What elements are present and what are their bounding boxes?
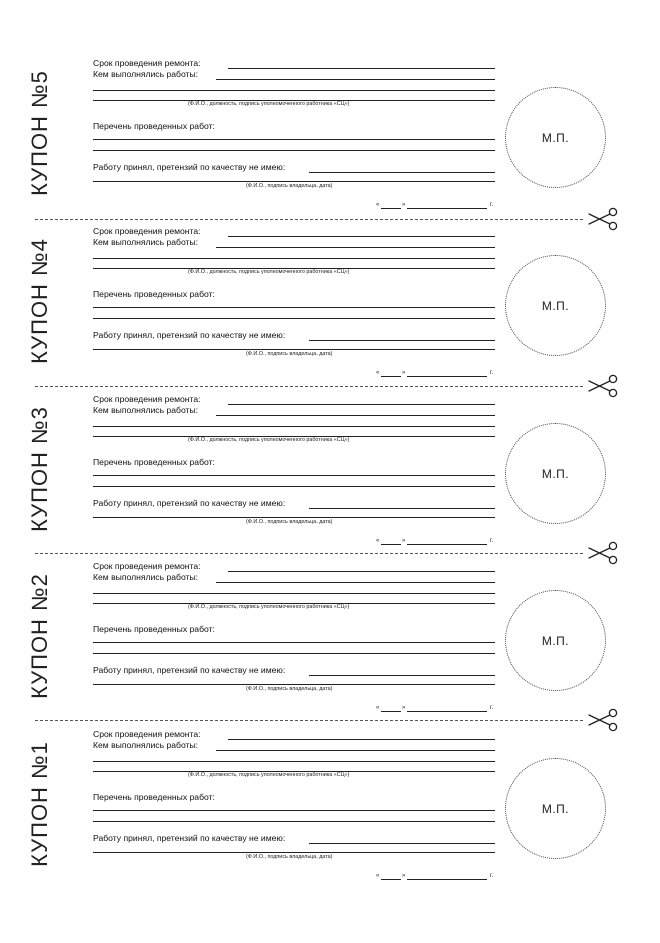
performer-hint: (Ф.И.О., должность, подпись уполномоченного работника «СЦ») (188, 437, 350, 443)
works-list-label: Перечень проведенных работ: (93, 121, 215, 131)
stamp-label: М.П. (541, 130, 570, 145)
performer-hint: (Ф.И.О., должность, подпись уполномоченного работника «СЦ») (188, 772, 350, 778)
year-suffix: г. (490, 370, 494, 376)
performed-by-field[interactable] (216, 247, 495, 248)
works-list-label: Перечень проведенных работ: (93, 457, 215, 467)
repair-period-field[interactable] (228, 404, 495, 405)
coupon-title-text: КУПОН №3 (27, 405, 52, 532)
owner-hint: (Ф.И.О., подпись владельца, дата) (246, 183, 333, 189)
performed-by-field-line-2[interactable] (93, 593, 495, 594)
cut-line (35, 553, 583, 554)
accepted-label: Работу принял, претензий по качеству не имею: (93, 833, 286, 843)
date-quote-open: « (376, 705, 380, 711)
coupon-1 (0, 0, 660, 208)
date-quote-close: » (402, 538, 406, 544)
date-month-field[interactable] (407, 879, 487, 880)
accepted-label: Работу принял, претензий по качеству не имею: (93, 330, 286, 340)
works-list-field-line-1[interactable] (93, 139, 495, 140)
stamp-label: М.П. (541, 298, 570, 313)
accepted-label: Работу принял, претензий по качеству не имею: (93, 665, 286, 675)
date-quote-open: « (376, 873, 380, 879)
stamp-label: М.П. (541, 801, 570, 816)
performed-by-field[interactable] (216, 79, 495, 80)
coupon-title-text: КУПОН №2 (27, 572, 52, 699)
performed-by-field[interactable] (216, 415, 495, 416)
works-list-field-line-1[interactable] (93, 307, 495, 308)
coupon-title-text: КУПОН №4 (27, 237, 52, 364)
coupon-title-text: КУПОН №1 (27, 740, 52, 867)
works-list-field-line-1[interactable] (93, 810, 495, 811)
repair-period-field[interactable] (228, 236, 495, 237)
owner-hint: (Ф.И.О., подпись владельца, дата) (246, 351, 333, 357)
works-list-field-line-2[interactable] (93, 318, 495, 319)
performed-by-label: Кем выполнялись работы: (93, 405, 199, 415)
works-list-field-line-1[interactable] (93, 475, 495, 476)
cut-line (35, 219, 583, 220)
stamp-circle (505, 758, 606, 859)
performed-by-label: Кем выполнялись работы: (93, 69, 199, 79)
repair-period-label: Срок проведения ремонта: (93, 394, 201, 404)
works-list-field-line-2[interactable] (93, 150, 495, 151)
repair-period-field[interactable] (228, 739, 495, 740)
cut-line (35, 386, 583, 387)
date-quote-close: » (402, 705, 406, 711)
scissors-icon (586, 541, 620, 565)
coupon-2 (0, 168, 660, 376)
coupon-5 (0, 671, 660, 879)
year-suffix: г. (490, 873, 494, 879)
works-list-label: Перечень проведенных работ: (93, 792, 215, 802)
repair-period-label: Срок проведения ремонта: (93, 729, 201, 739)
works-list-label: Перечень проведенных работ: (93, 289, 215, 299)
year-suffix: г. (490, 202, 494, 208)
performed-by-field-line-2[interactable] (93, 90, 495, 91)
date-quote-open: « (376, 202, 380, 208)
accepted-field-line-2[interactable] (93, 852, 495, 853)
cut-line (35, 720, 583, 721)
date-quote-close: » (402, 202, 406, 208)
repair-period-field[interactable] (228, 68, 495, 69)
scissors-icon (586, 207, 620, 231)
performed-by-field-line-2[interactable] (93, 426, 495, 427)
performer-hint: (Ф.И.О., должность, подпись уполномоченного работника «СЦ») (188, 604, 350, 610)
performed-by-label: Кем выполнялись работы: (93, 237, 199, 247)
owner-hint: (Ф.И.О., подпись владельца, дата) (246, 854, 333, 860)
date-quote-close: » (402, 370, 406, 376)
repair-period-field[interactable] (228, 571, 495, 572)
stamp-label: М.П. (541, 633, 570, 648)
coupon-4 (0, 503, 660, 711)
works-list-field-line-1[interactable] (93, 642, 495, 643)
date-quote-close: » (402, 873, 406, 879)
date-quote-open: « (376, 538, 380, 544)
scissors-icon (586, 374, 620, 398)
owner-hint: (Ф.И.О., подпись владельца, дата) (246, 686, 333, 692)
scissors-icon (586, 708, 620, 732)
performed-by-field-line-2[interactable] (93, 258, 495, 259)
performed-by-label: Кем выполнялись работы: (93, 740, 199, 750)
owner-hint: (Ф.И.О., подпись владельца, дата) (246, 519, 333, 525)
works-list-field-line-2[interactable] (93, 486, 495, 487)
performer-hint: (Ф.И.О., должность, подпись уполномоченного работника «СЦ») (188, 269, 350, 275)
coupon-3 (0, 336, 660, 544)
accepted-label: Работу принял, претензий по качеству не имею: (93, 162, 286, 172)
coupon-title-text: КУПОН №5 (27, 69, 52, 196)
performed-by-field[interactable] (216, 750, 495, 751)
accepted-field[interactable] (309, 843, 495, 844)
year-suffix: г. (490, 538, 494, 544)
repair-period-label: Срок проведения ремонта: (93, 561, 201, 571)
performer-hint: (Ф.И.О., должность, подпись уполномоченного работника «СЦ») (188, 101, 350, 107)
coupon-title (20, 721, 60, 886)
works-list-label: Перечень проведенных работ: (93, 624, 215, 634)
repair-period-label: Срок проведения ремонта: (93, 58, 201, 68)
stamp-label: М.П. (541, 466, 570, 481)
performed-by-field-line-2[interactable] (93, 761, 495, 762)
repair-period-label: Срок проведения ремонта: (93, 226, 201, 236)
date-quote-open: « (376, 370, 380, 376)
date-day-field[interactable] (381, 879, 401, 880)
works-list-field-line-2[interactable] (93, 821, 495, 822)
works-list-field-line-2[interactable] (93, 653, 495, 654)
accepted-label: Работу принял, претензий по качеству не имею: (93, 498, 286, 508)
year-suffix: г. (490, 705, 494, 711)
performed-by-field[interactable] (216, 582, 495, 583)
performed-by-label: Кем выполнялись работы: (93, 572, 199, 582)
